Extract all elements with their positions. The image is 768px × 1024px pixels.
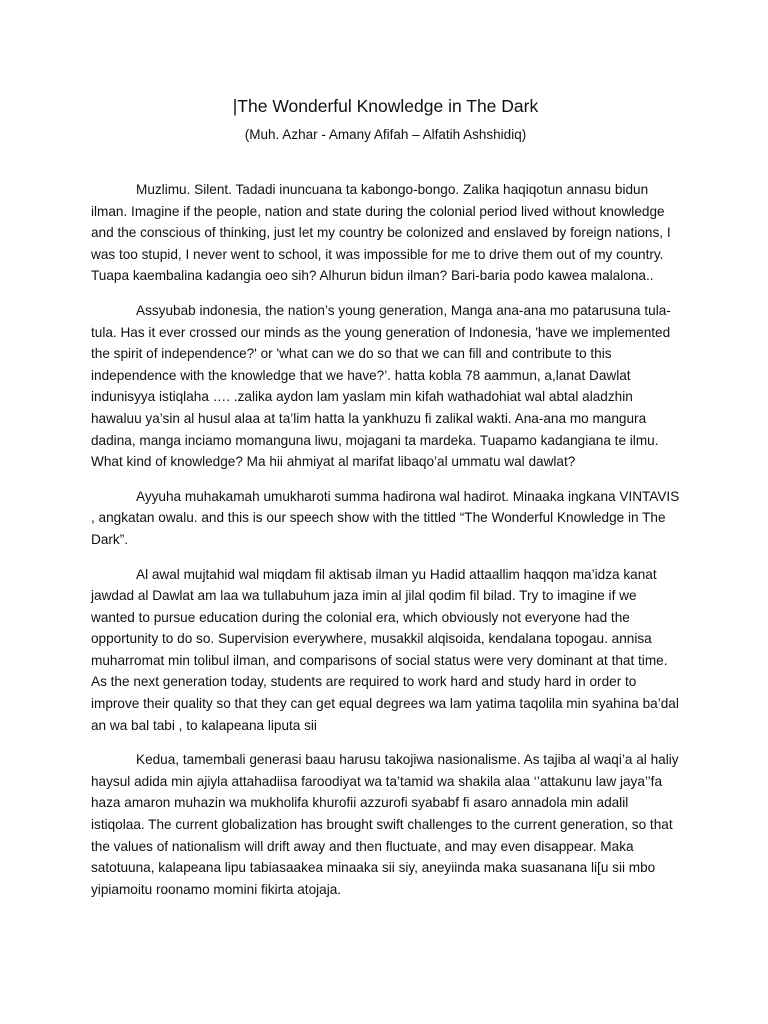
- paragraph-4: Al awal mujtahid wal miqdam fil aktisab ilman yu Hadid attaallim haqqon ma’idza kanat jawdad al Dawlat am laa wa tullabuhum jaza imin al jilal qodim fil bilad. Try to imagine if we wanted to pursue education during the colonial era, which obviously not everyone had the opportunity to do so. Supervision everywhere, musakkil alqisoida, kendalana topogau. annisa muharromat min tolibul ilman, and comparisons of social status were very dominant at that time. As the next generation today, students are required to work hard and study hard in order to improve their quality so that they can get equal degrees wa lam yatima taqolila min syahina ba’dal an wa bal tabi , to kalapeana liputa sii: [91, 566, 679, 733]
- paragraph-1: Muzlimu. Silent. Tadadi inuncuana ta kabongo-bongo. Zalika haqiqotun annasu bidun ilman. Imagine if the people, nation and state during the colonial period lived without knowledge and the conscious of thinking, just let my country be colonized and enslaved by foreign nations, I was too stupid, I never went to school, it was impossible for me to drive them out of my country. Tuapa kaembalina kadangia oeo sih? Alhurun bidun ilman? Bari-baria podo kawea malalona..: [91, 182, 671, 284]
- document-title: |The Wonderful Knowledge in The Dark: [232, 96, 539, 116]
- paragraph-3: Ayyuha muhakamah umukharoti summa hadirona wal hadirot. Minaaka ingkana VINTAVIS , angkatan owalu. and this is our speech show with the tittled “The Wonderful Knowledge in The Dark”.: [91, 488, 680, 547]
- document-body: [91, 179, 680, 900]
- document-authors: (Muh. Azhar - Amany Afifah – Alfatih Ashshidiq): [244, 127, 527, 142]
- paragraph-5: Kedua, tamembali generasi baau harusu takojiwa nasionalisme. As tajiba al waqi’a al haliy haysul adida min ajiyla attahadiisa faroodiyat wa ta’tamid wa shakila alaa ‘’attakunu law jaya’’fa haza amaron muhazin wa mukholifa khurofii azzurofi syababf fi asaro annadola min adalil istiqolaa. The current globalization has brought swift challenges to the current generation, so that the values of nationalism will drift away and then fluctuate, and may even disappear. Maka satotuuna, kalapeana lipu tabiasaakea minaaka sii siy, aneyiinda maka suasanana li[u sii mbo yipiamoitu roonamo momini fikirta atojaja.: [91, 752, 679, 897]
- paragraph-2: Assyubab indonesia, the nation’s young generation, Manga ana-ana mo patarusuna tula-tula. Has it ever crossed our minds as the young generation of Indonesia, 'have we implemented the spirit of independence?' or 'what can we do so that we can fill and contribute to this independence with the knowledge that we have?’. hatta kobla 78 aammun, a,lanat Dawlat indunisyya istiqlaha …. .zalika aydon lam yaslam min kifah wathadohiat wal abtal aladzhin hawaluu ya’sin al husul alaa at ta’lim hatta la yankhuzu fi zalikal wakti. Ana-ana mo mangura dadina, manga inciamo momanguna liwu, mojagani ta mardeka. Tuapamo kadangiana te ilmu. What kind of knowledge? Ma hii ahmiyat al marifat libaqo’al ummatu wal dawlat?: [91, 302, 671, 470]
